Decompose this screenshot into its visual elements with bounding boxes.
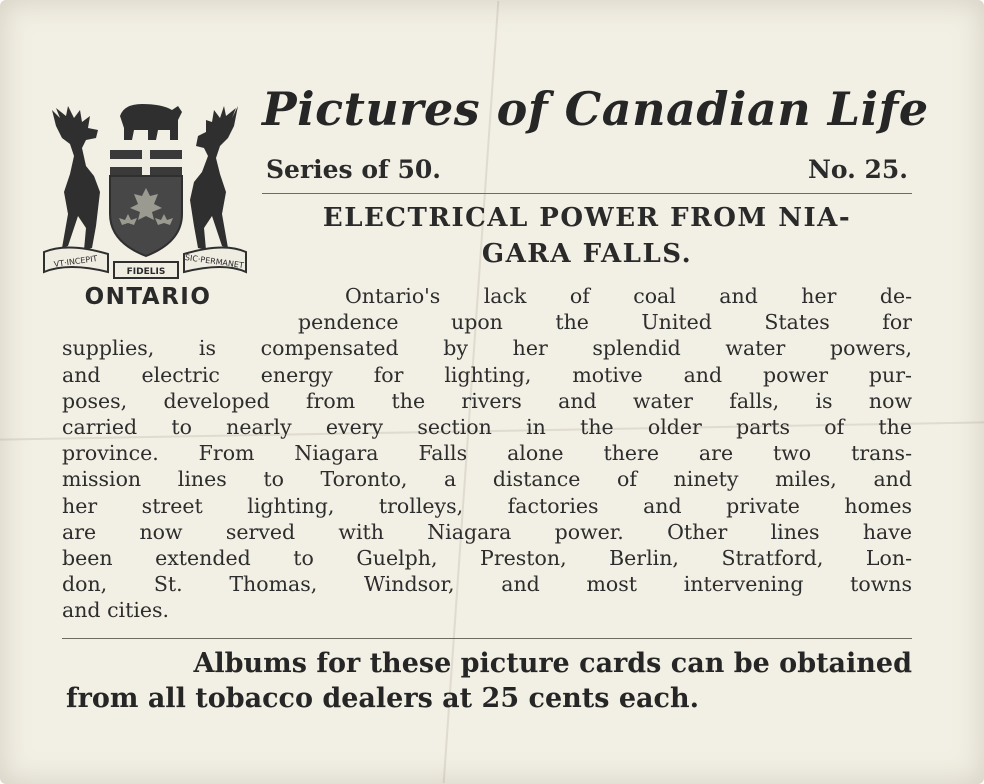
article-heading — [262, 200, 912, 272]
bear-crest-icon — [120, 104, 182, 140]
article-body — [62, 283, 912, 623]
emblem-label: ONTARIO — [84, 284, 212, 310]
ontario-coat-of-arms-emblem — [38, 96, 252, 286]
body-line: and electric energy for lighting, motive and power pur- — [62, 362, 912, 387]
album-notice — [66, 646, 912, 716]
moose-supporter-icon — [52, 106, 100, 250]
body-line: her street lighting, trolleys, factories and private homes — [62, 493, 912, 518]
body-line: are now served with Niagara power. Other lines have — [62, 519, 912, 544]
card-title: Pictures of Canadian Life — [262, 82, 929, 136]
body-line: supplies, is compensated by her splendid water powers, — [62, 336, 912, 361]
album-notice-line: Albums for these picture cards can be obtained — [193, 648, 912, 679]
body-line: and cities. — [62, 598, 170, 623]
card-number: No. 25. — [808, 155, 908, 184]
heading-line: GARA FALLS. — [481, 239, 693, 269]
heading-line: ELECTRICAL POWER FROM NIA- — [322, 203, 852, 233]
motto-center-text: FIDELIS — [126, 267, 166, 277]
body-line: pendence upon the United States for — [298, 310, 912, 335]
motto-right-text: SIC·PERMANET — [184, 252, 245, 271]
body-line: been extended to Guelph, Preston, Berlin, Stratford, Lon- — [62, 545, 912, 570]
album-notice-line: from all tobacco dealers at 25 cents each. — [66, 683, 699, 714]
series-label: Series of 50. — [266, 155, 441, 184]
deer-supporter-icon — [190, 106, 238, 250]
divider-top — [262, 193, 912, 194]
body-line: Ontario's lack of coal and her de- — [345, 284, 912, 308]
body-line: poses, developed from the rivers and water falls, is now — [62, 388, 912, 413]
body-line: carried to nearly every section in the older parts of the — [62, 414, 912, 439]
body-line: province. From Niagara Falls alone there are two trans- — [62, 441, 912, 466]
body-line: mission lines to Toronto, a distance of ninety miles, and — [62, 467, 912, 492]
motto-left-text: VT·INCEPIT — [53, 254, 99, 270]
divider-bottom — [62, 638, 912, 639]
body-line: don, St. Thomas, Windsor, and most intervening towns — [62, 572, 912, 597]
